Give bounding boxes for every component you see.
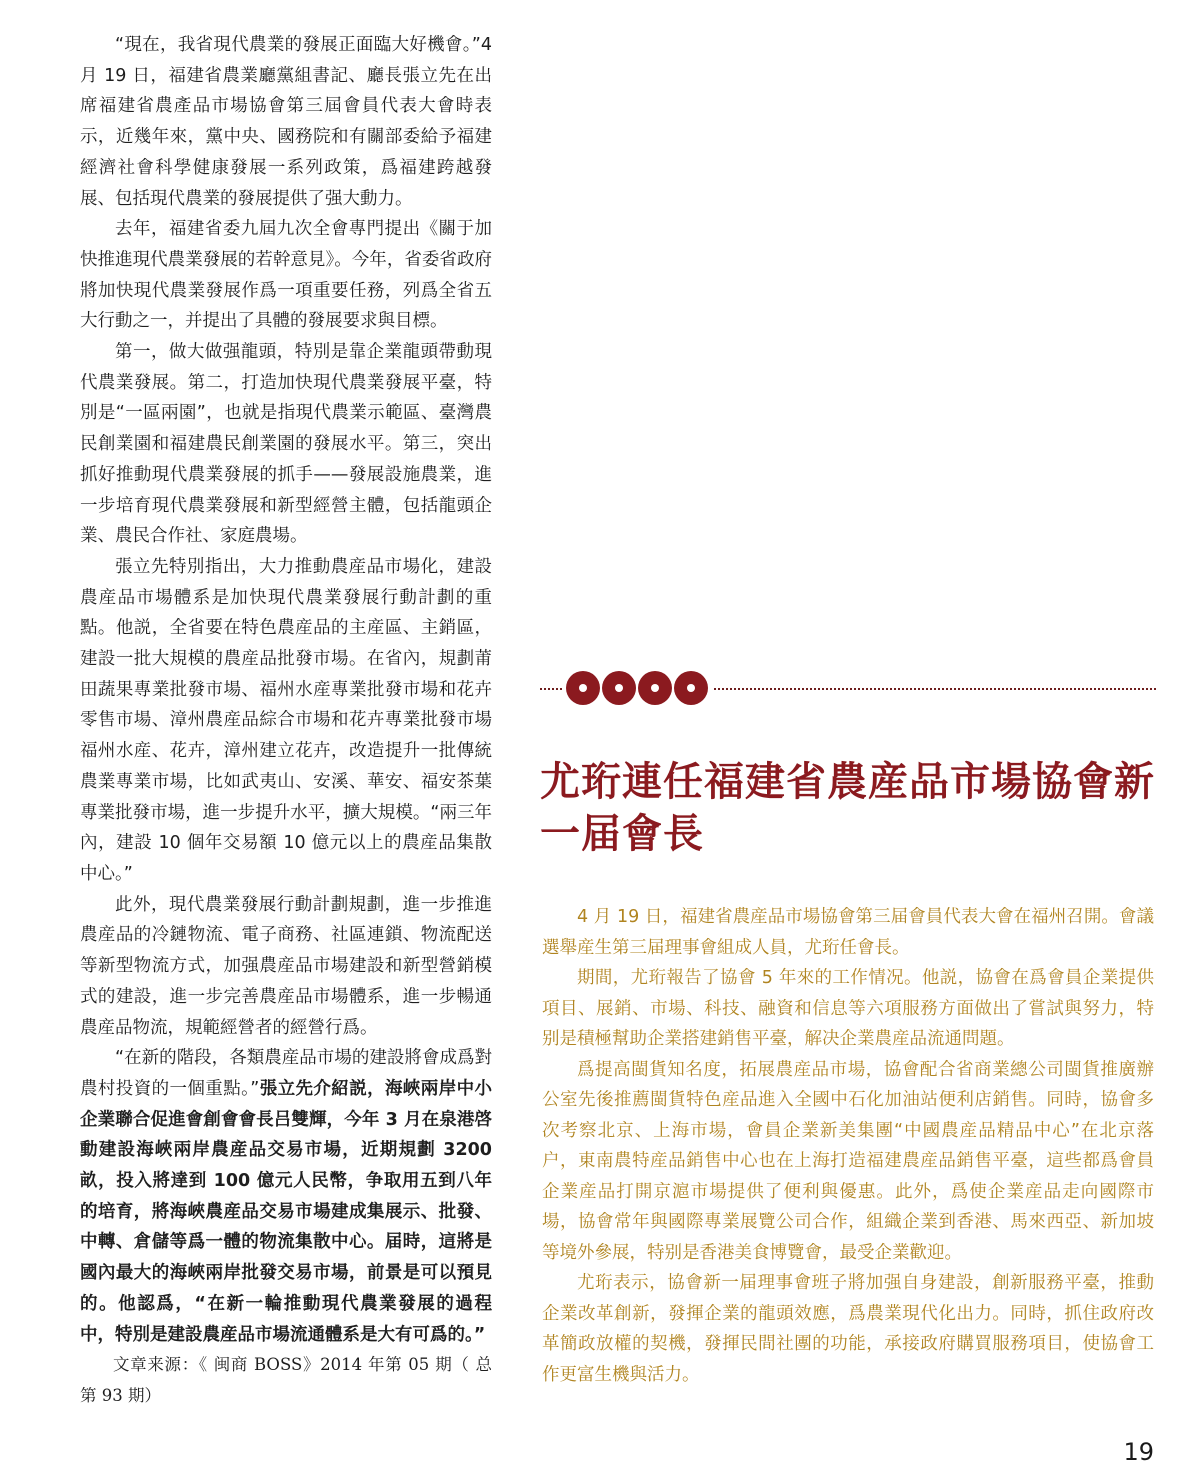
right-paragraph-4: 尤珩表示，協會新一届理事會班子將加强自身建設，創新服務平臺，推動企業改革創新，發揮企業的龍頭效應，爲農業現代化出力。同時，抓住政府改革簡政放權的契機，發揮民間社團的功能，承接政府購買服務項目，使協會工作更富生機與活力。 bbox=[542, 1273, 1154, 1385]
dotted-rule-right bbox=[714, 688, 1156, 690]
right-paragraph-2: 期間，尤珩報告了協會 5 年來的工作情况。他説，協會在爲會員企業提供項目、展銷、市場、科技、融資和信息等六項服務方面做出了嘗試與努力，特别是積極幫助企業搭建銷售平臺，解决企業農産品流通問題。 bbox=[542, 968, 1154, 1049]
ornament-circle-3 bbox=[638, 671, 672, 705]
left-paragraph-4: 張立先特別指出，大力推動農産品市場化，建設農産品市場體系是加快現代農業發展行動計劃的重點。他説，全省要在特色農産品的主産區、主銷區，建設一批大規模的農産品批發市場。在省內，規劃莆田蔬果專業批發市場、福州水産專業批發市場和花卉零售市場、漳州農産品綜合市場和花卉專業批發市場福州水産、花卉，漳州建立花卉，改造提升一批傳統農業專業市場，比如武夷山、安溪、華安、福安茶葉專業批發市場，進一步提升水平，擴大規模。“兩三年內，建設 10 個年交易額 10 億元以上的農産品集散中心。” bbox=[80, 556, 492, 884]
ornament-circle-1 bbox=[566, 671, 600, 705]
article-headline: 尤珩連任福建省農産品市場協會新一届會長 bbox=[540, 759, 1155, 857]
left-article-column bbox=[80, 30, 492, 1412]
article-source: 文章来源：《 闽商 BOSS》2014 年第 05 期（ 总第 93 期） bbox=[80, 1355, 492, 1405]
right-article-column bbox=[542, 902, 1154, 1390]
right-paragraph-1: 4 月 19 日，福建省農産品市場協會第三届會員代表大會在福州召開。會議選舉産生第三届理事會組成人員，尤珩任會長。 bbox=[542, 907, 1154, 958]
bold-quote-text: 張立先介紹説，海峽兩岸中小企業聯合促進會創會會長吕雙輝，今年 3 月在泉港啓動建設海峽兩岸農産品交易市場，近期規劃 3200 畝，投入將達到 100 億元人民幣，争取用五到八年的培育，將海峽農産品交易市場建成集展示、批發、中轉、倉儲等爲一體的物流集散中心。届時，這將是國內最大的海峽兩岸批發交易市場，前景是可以預見的。他認爲，“在新一輪推動現代農業發展的過程中，特別是建設農産品市場流通體系是大有可爲的。” bbox=[80, 1078, 492, 1345]
dotted-rule-left bbox=[540, 688, 562, 690]
section-divider-ornament bbox=[540, 668, 1156, 708]
left-paragraph-3: 第一，做大做强龍頭，特別是靠企業龍頭帶動現代農業發展。第二，打造加快現代農業發展平臺，特別是“一區兩園”，也就是指現代農業示範區、臺灣農民創業園和福建農民創業園的發展水平。第三，突出抓好推動現代農業發展的抓手——發展設施農業，進一步培育現代農業發展和新型經營主體，包括龍頭企業、農民合作社、家庭農場。 bbox=[80, 342, 492, 547]
ornament-circle-4 bbox=[674, 671, 708, 705]
left-paragraph-6 bbox=[80, 1043, 492, 1350]
right-paragraph-3: 爲提高閩貨知名度，拓展農産品市場，協會配合省商業總公司閩貨推廣辦公室先後推薦閩貨特色産品進入全國中石化加油站便利店銷售。同時，協會多次考察北京、上海市場，會員企業新美集團“中國農産品精品中心”在北京落户，東南農特産品銷售中心也在上海打造福建農産品銷售平臺，這些都爲會員企業産品打開京滬市場提供了便利與優惠。此外，爲使企業産品走向國際市場，協會常年與國際專業展覽公司合作，組織企業到香港、馬來西亞、新加坡等境外參展，特别是香港美食博覽會，最受企業歡迎。 bbox=[542, 1059, 1154, 1263]
ornament-circle-2 bbox=[602, 671, 636, 705]
page-number: 19 bbox=[1123, 1438, 1154, 1466]
left-paragraph-2: 去年，福建省委九屆九次全會專門提出《關于加快推進現代農業發展的若幹意見》。今年，省委省政府將加快現代農業發展作爲一項重要任務，列爲全省五大行動之一，并提出了具體的發展要求與目標。 bbox=[80, 219, 492, 332]
left-paragraph-5: 此外，現代農業發展行動計劃規劃，進一步推進農産品的冷鏈物流、電子商務、社區連鎖、物流配送等新型物流方式，加强農産品市場建設和新型營銷模式的建設，進一步完善農産品市場體系，進一步暢通農産品物流，規範經營者的經營行爲。 bbox=[80, 894, 492, 1038]
quote-text: “在新的階段，各類農産品市場的建設將會成爲對農村投資的一個重點。” bbox=[80, 1048, 492, 1099]
left-paragraph-1: “現在，我省現代農業的發展正面臨大好機會。”4 月 19 日，福建省農業廳黨組書記、廳長張立先在出席福建省農產品市場協會第三屆會員代表大會時表示，近幾年來，黨中央、國務院和有關部委給予福建經濟社會科學健康發展一系列政策，爲福建跨越發展、包括現代農業的發展提供了强大動力。 bbox=[80, 35, 492, 209]
